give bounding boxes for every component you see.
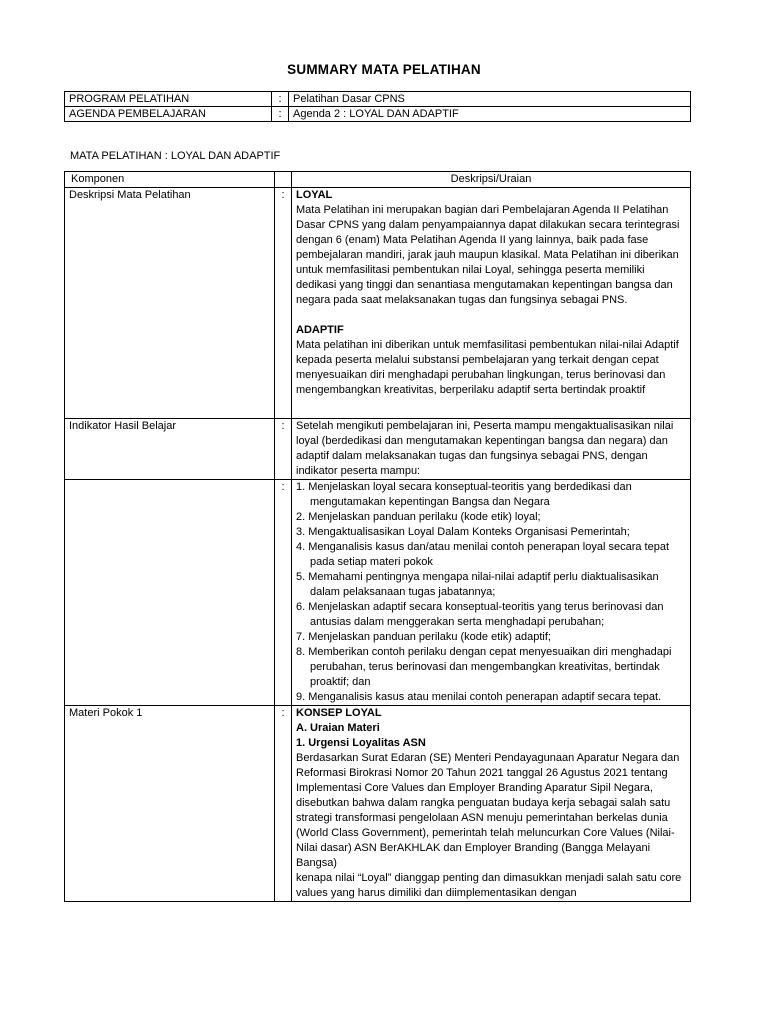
list-item: 7. Menjelaskan panduan perilaku (kode etik) adaptif; xyxy=(296,631,551,643)
separator: : xyxy=(275,706,292,902)
materi-label: Materi Pokok 1 xyxy=(65,706,275,902)
list-item: 5. Memahami pentingnya mengapa nilai-nilai adaptif perlu diaktualisasikan dalam pelaksanaan tugas jabatannya; xyxy=(296,571,659,598)
separator: : xyxy=(275,188,292,419)
indikator-list xyxy=(296,480,686,705)
separator: : xyxy=(272,92,289,107)
separator: : xyxy=(275,419,292,480)
materi-sub-1: 1. Urgensi Loyalitas ASN xyxy=(296,737,426,749)
indikator-list-row xyxy=(65,480,691,706)
deskripsi-content xyxy=(292,188,691,419)
header-separator xyxy=(275,172,292,188)
materi-content xyxy=(292,706,691,902)
main-table xyxy=(64,171,691,902)
header-komponen: Komponen xyxy=(65,172,275,188)
indikator-list-cell xyxy=(292,480,691,706)
header-deskripsi: Deskripsi/Uraian xyxy=(292,172,691,188)
program-row xyxy=(65,92,691,107)
agenda-value: Agenda 2 : LOYAL DAN ADAPTIF xyxy=(289,107,691,122)
indikator-row xyxy=(65,419,691,480)
loyal-text: Mata Pelatihan ini merupakan bagian dari Pembelajaran Agenda II Pelatihan Dasar CPNS yang dalam penyampaiannya dapat dilakukan secara terintegrasi dengan 6 (enam) Mata Pelatihan Agenda II yang lainnya, baik pada fase pembejalaran mandiri, jarak jauh maupun klasikal. Mata Pelatihan ini diberikan untuk memfasilitasi pembentukan nilai Loyal, sehingga peserta memiliki dedikasi yang tinggi dan senantiasa mengutamakan kepentingan bangsa dan negara pada saat melaksanakan tugas dan fungsinya sebagai PNS. xyxy=(296,204,680,306)
header-row xyxy=(65,172,691,188)
list-item: 6. Menjelaskan adaptif secara konseptual-teoritis yang terus berinovasi dan antusias dalam menggerakan serta menghadapi perubahan; xyxy=(296,601,664,628)
program-label: PROGRAM PELATIHAN xyxy=(65,92,272,107)
materi-sub-a: A. Uraian Materi xyxy=(296,722,380,734)
agenda-label: AGENDA PEMBELAJARAN xyxy=(65,107,272,122)
materi-heading: KONSEP LOYAL xyxy=(296,707,382,719)
deskripsi-row xyxy=(65,188,691,419)
separator: : xyxy=(275,480,292,706)
separator: : xyxy=(272,107,289,122)
list-item: 8. Memberikan contoh perilaku dengan cepat menyesuaikan diri menghadapi perubahan, terus berinovasi dan mengembangkan kreativitas, bertindak proaktif; dan xyxy=(296,646,672,688)
adaptif-heading: ADAPTIF xyxy=(296,324,344,336)
materi-text-2: kenapa nilai “Loyal” dianggap penting dan dimasukkan menjadi salah satu core values yang harus dimiliki dan diimplementasikan dengan xyxy=(296,872,682,899)
loyal-heading: LOYAL xyxy=(296,189,333,201)
list-item: 2. Menjelaskan panduan perilaku (kode etik) loyal; xyxy=(296,511,541,523)
materi-text-1: Berdasarkan Surat Edaran (SE) Menteri Pendayagunaan Aparatur Negara dan Reformasi Birokrasi Nomor 20 Tahun 2021 tanggal 26 Agustus 2021 tentang Implementasi Core Values dan Employer Branding Aparatur Sipil Negara, disebutkan bahwa dalam rangka penguatan budaya kerja sebagai salah satu strategi transformasi pengelolaan ASN menuju pemerintahan berkelas dunia (World Class Government), pemerintah telah meluncurkan Core Values (Nilai-Nilai dasar) ASN BerAKHLAK dan Employer Branding (Bangga Melayani Bangsa) xyxy=(296,752,680,869)
empty-cell xyxy=(65,480,275,706)
deskripsi-label: Deskripsi Mata Pelatihan xyxy=(65,188,275,419)
adaptif-text: Mata pelatihan ini diberikan untuk memfasilitasi pembentukan nilai-nilai Adaptif kepada peserta melalui substansi pembelajaran yang terkait dengan cepat menyesuaikan diri menghadapi perubahan lingkungan, terus berinovasi dan mengembangkan kreativitas, berperilaku adaptif serta bertindak proaktif xyxy=(296,339,679,396)
indikator-label: Indikator Hasil Belajar xyxy=(65,419,275,480)
list-item: 4. Menganalisis kasus dan/atau menilai contoh penerapan loyal secara tepat pada setiap materi pokok xyxy=(296,541,670,568)
subheading: MATA PELATIHAN : LOYAL DAN ADAPTIF xyxy=(70,150,281,162)
page-title: SUMMARY MATA PELATIHAN xyxy=(287,62,481,77)
program-value: Pelatihan Dasar CPNS xyxy=(289,92,691,107)
list-item: 3. Mengaktualisasikan Loyal Dalam Konteks Organisasi Pemerintah; xyxy=(296,526,630,538)
indikator-text: Setelah mengikuti pembelajaran ini, Peserta mampu mengaktualisasikan nilai loyal (berdedikasi dan mengutamakan kepentingan bangsa dan negara) dan adaptif dalam melaksanakan tugas dan fungsinya sebagai PNS, dengan indikator peserta mampu: xyxy=(292,419,691,480)
agenda-row xyxy=(65,107,691,122)
program-table xyxy=(64,91,691,122)
list-item: 9. Menganalisis kasus atau menilai contoh penerapan adaptif secara tepat. xyxy=(296,691,662,703)
materi-row xyxy=(65,706,691,902)
list-item: 1. Menjelaskan loyal secara konseptual-teoritis yang berdedikasi dan mengutamakan kepentingan Bangsa dan Negara xyxy=(296,481,632,508)
